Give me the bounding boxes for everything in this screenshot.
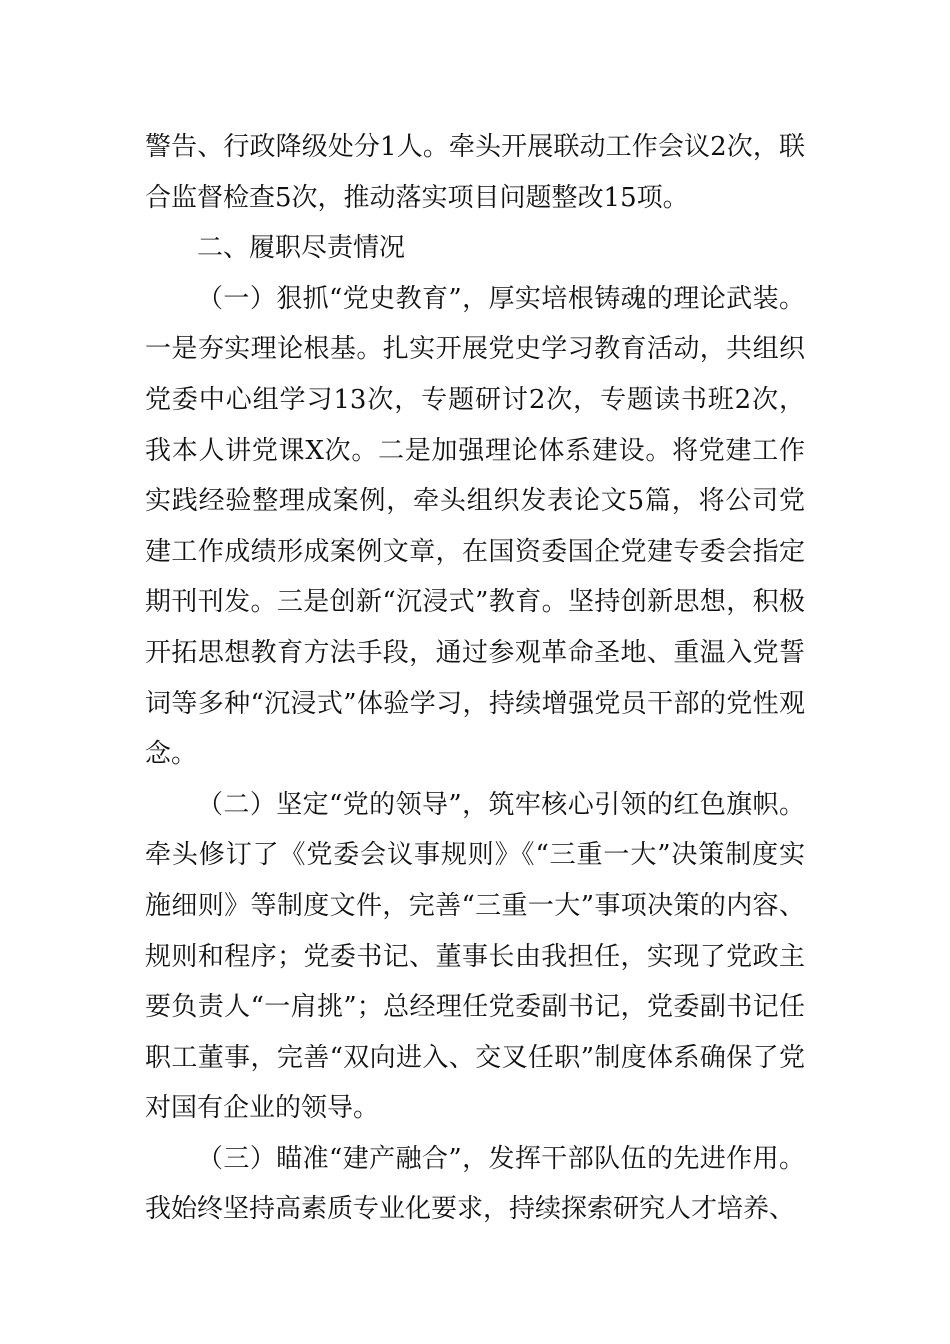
paragraph-party-history: （一）狠抓“党史教育”，厚实培根铸魂的理论武装。一是夯实理论根基。扎实开展党史学习教育活动，共组织党委中心组学习13次，专题研讨2次，专题读书班2次，我本人讲党课X次。二是加强理论体系建设。将党建工作实践经验整理成案例，牵头组织发表论文5篇，将公司党建工作成绩形成案例文章，在国资委国企党建专委会指定期刊刊发。三是创新“沉浸式”教育。坚持创新思想，积极开拓思想教育方法手段，通过参观革命圣地、重温入党誓词等多种“沉浸式”体验学习，持续增强党员干部的党性观念。 (145, 283, 805, 770)
paragraph-integration: （三）瞄准“建产融合”，发挥干部队伍的先进作用。我始终坚持高素质专业化要求，持续探索研究人才培养、 (145, 1143, 805, 1225)
paragraph-party-leadership: （二）坚定“党的领导”，筑牢核心引领的红色旗帜。牵头修订了《党委会议事规则》《“三重一大”决策制度实施细则》等制度文件，完善“三重一大”事项决策的内容、规则和程序；党委书记、董事长由我担任，实现了党政主要负责人“一肩挑”；总经理任党委副书记，党委副书记任职工董事，完善“双向进入、交叉任职”制度体系确保了党对国有企业的领导。 (145, 789, 805, 1124)
section-heading: 二、履职尽责情况 (197, 233, 406, 264)
paragraph-continuation: 警告、行政降级处分1人。牵头开展联动工作会议2次，联合监督检查5次，推动落实项目问题整改15项。 (145, 132, 805, 213)
document-body (145, 122, 805, 1235)
